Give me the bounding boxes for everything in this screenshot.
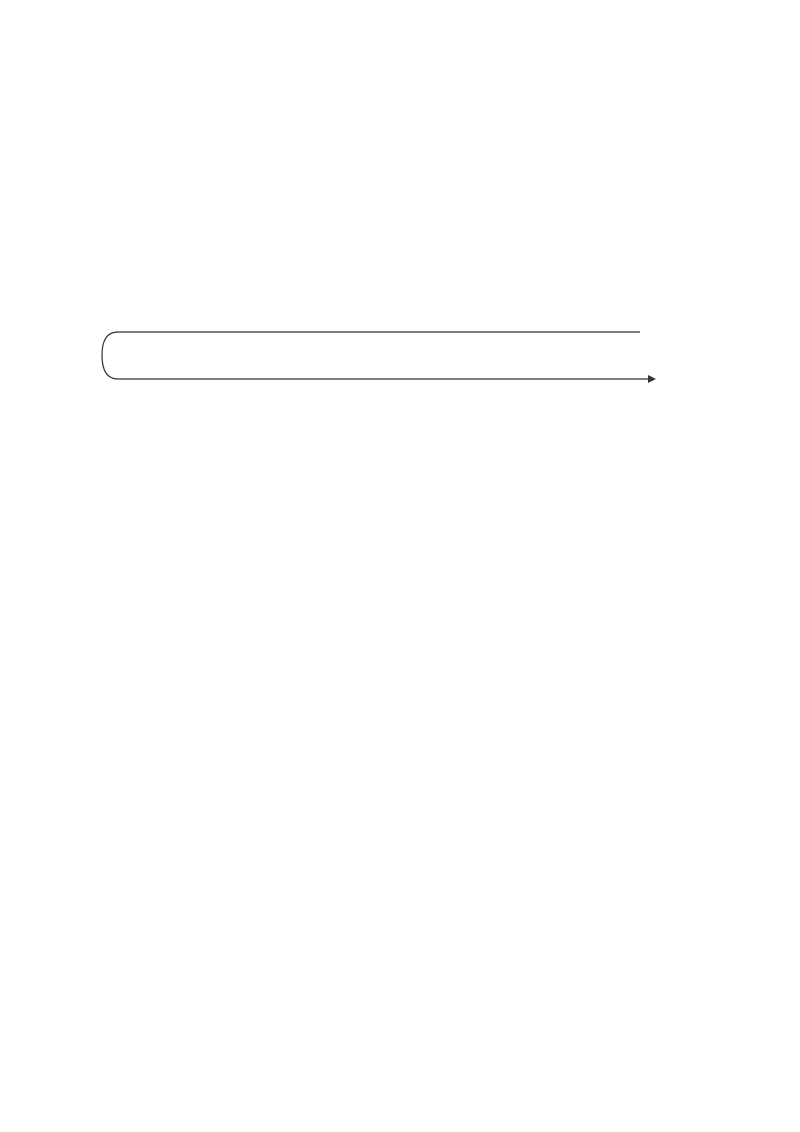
timeline-curve (102, 332, 648, 379)
pie-chart (270, 485, 530, 635)
timeline-arrow (648, 375, 656, 383)
timeline (100, 292, 660, 422)
